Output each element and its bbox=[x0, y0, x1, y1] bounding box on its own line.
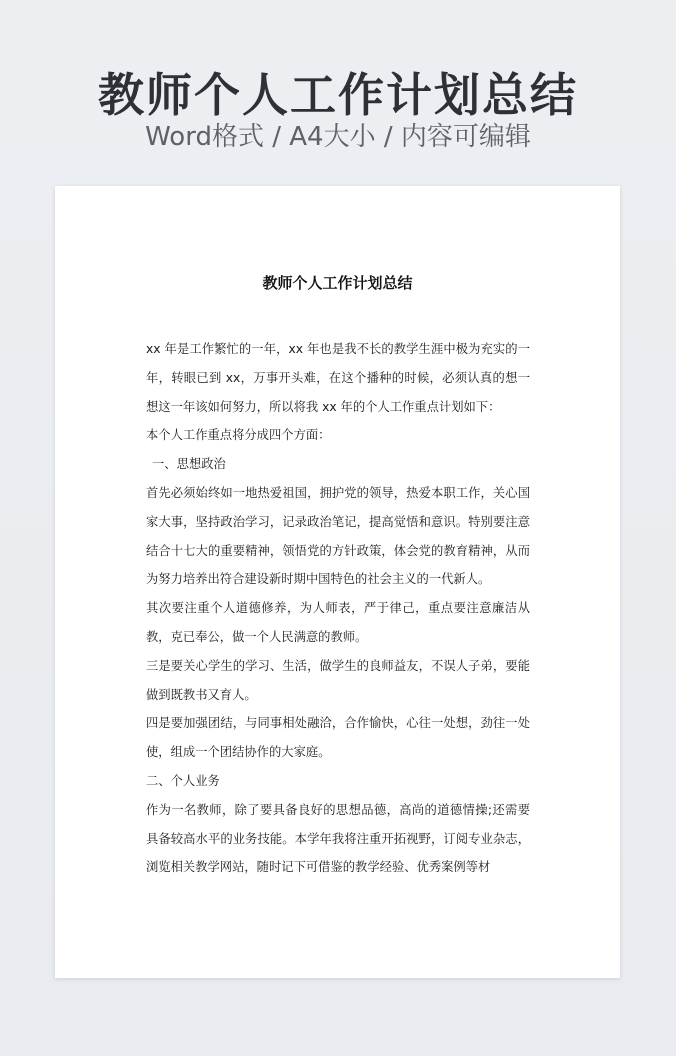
paragraph-political-1: 首先必须始终如一地热爱祖国，拥护党的领导，热爱本职工作，关心国家大事，坚持政治学习，记录政治笔记，提高觉悟和意识。特别要注意结合十七大的重要精神，领悟党的方针政策，体会党的教育精神，从而为努力培养出符合建设新时期中国特色的社会主义的一代新人。 bbox=[146, 485, 530, 587]
paragraph-business-1: 作为一名教师，除了要具备良好的思想品德，高尚的道德情操;还需要具备较高水平的业务技能。本学年我将注重开拓视野，订阅专业杂志，浏览相关教学网站，随时记下可借鉴的教学经验、优秀案例等材 bbox=[146, 802, 530, 875]
section-heading-business: 二、个人业务 bbox=[146, 773, 220, 788]
paragraph-overview: 本个人工作重点将分成四个方面： bbox=[146, 428, 331, 443]
document-title: 教师个人工作计划总结 bbox=[262, 274, 413, 292]
paragraph-intro: xx 年是工作繁忙的一年，xx 年也是我不长的教学生涯中极为充实的一年，转眼已到 xx，万事开头难，在这个播种的时候，必须认真的想一想这一年该如何努力，所以将我 xx 年的个人工作重点计划如下： bbox=[146, 342, 530, 414]
paragraph-political-3: 三是要关心学生的学习、生活，做学生的良师益友，不误人子弟，要能做到既教书又育人。 bbox=[146, 658, 530, 702]
section-heading-political: 一、思想政治 bbox=[152, 457, 226, 472]
paragraph-political-4: 四是要加强团结，与同事相处融洽，合作愉快，心往一处想，劲往一处使，组成一个团结协作的大家庭。 bbox=[146, 716, 530, 760]
banner-title: 教师个人工作计划总结 bbox=[98, 68, 578, 122]
document-page bbox=[55, 186, 620, 978]
document-body bbox=[146, 335, 530, 882]
banner-subtitle: Word格式 / A4大小 / 内容可编辑 bbox=[145, 122, 531, 152]
paragraph-political-2: 其次要注重个人道德修养，为人师表，严于律己，重点要注意廉洁从教，克已奉公，做一个人民满意的教师。 bbox=[146, 601, 530, 644]
